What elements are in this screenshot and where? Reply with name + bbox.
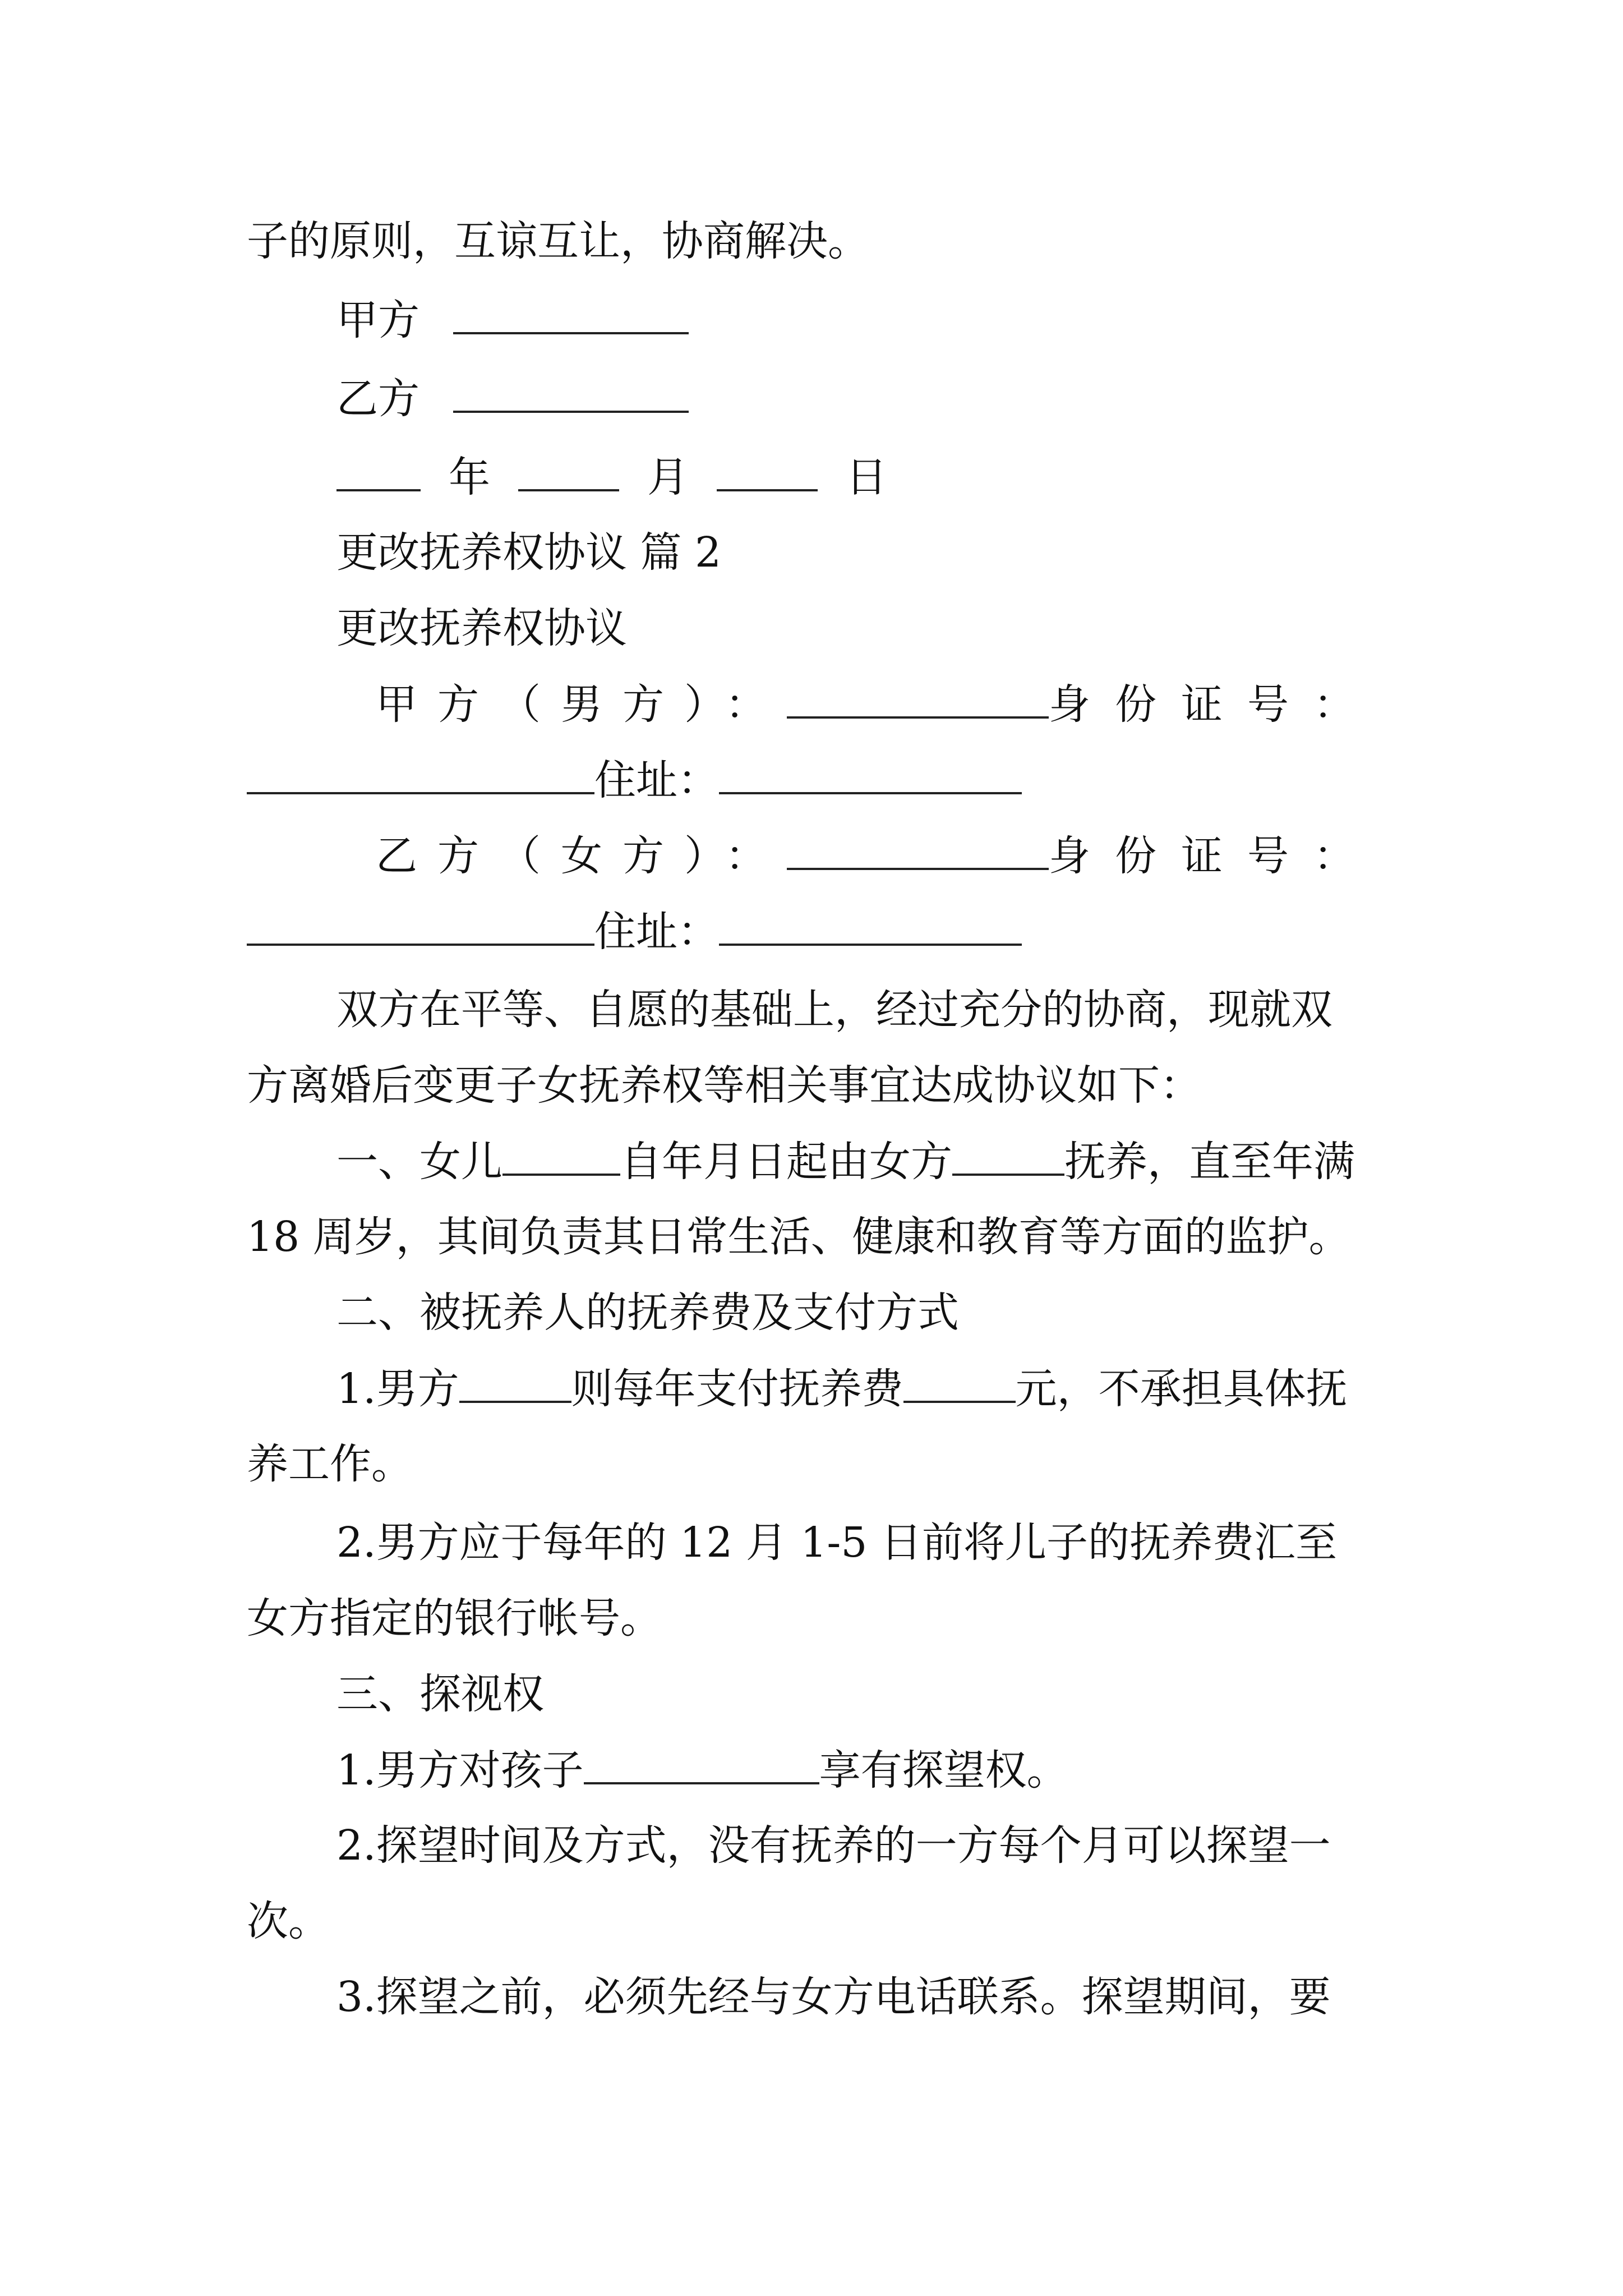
paragraph-line: 女方指定的银行帐号。: [247, 1594, 662, 1642]
party-b-address-blank: [719, 898, 1022, 946]
clause-1-line: 一、女儿 自年月日起由女方 抚养，直至年满: [336, 1128, 1380, 1195]
paragraph-line: 18 周岁，其间负责其日常生活、健康和教育等方面的监护。: [247, 1213, 1350, 1261]
party-b-name-blank: [787, 822, 1049, 870]
paragraph-line: 子的原则，互谅互让，协商解决。: [247, 217, 869, 265]
daughter-name-blank: [502, 1128, 620, 1176]
clause-2-1-line: 1.男方 则每年支付抚养费 元，不承担具体抚: [336, 1355, 1380, 1422]
signature-party-b: 乙方: [336, 365, 1380, 432]
day-blank: [717, 443, 818, 491]
date-line: 年 月 日: [336, 443, 1380, 510]
party-a-info: 甲方（男方）： 身份证号：: [376, 670, 1380, 738]
year-blank: [336, 443, 421, 491]
paragraph-line: 次。: [247, 1897, 330, 1945]
paragraph-line: 双方在平等、自愿的基础上，经过充分的协商，现就双: [336, 986, 1332, 1034]
party-a-name-blank: [787, 670, 1049, 719]
father-name-blank: [459, 1355, 571, 1403]
signature-blank: [453, 365, 689, 413]
support-amount-blank: [903, 1355, 1016, 1403]
paragraph-line: 3.探望之前，必须先经与女方电话联系。探望期间，要: [336, 1973, 1331, 2021]
paragraph-line: 养工作。: [247, 1440, 413, 1488]
party-a-address-line: 住址：: [247, 746, 1380, 813]
doc-title: 更改抚养权协议: [336, 604, 627, 652]
party-b-address-line: 住址：: [247, 898, 1380, 965]
mother-name-blank: [952, 1128, 1064, 1176]
party-a-id-blank: [247, 746, 594, 794]
signature-party-a: 甲方: [336, 286, 1380, 353]
paragraph-line: 2.探望时间及方式，没有抚养的一方每个月可以探望一: [336, 1821, 1331, 1870]
clause-heading: 二、被抚养人的抚养费及支付方式: [336, 1289, 959, 1337]
clause-3-1-line: 1.男方对孩子 享有探望权。: [336, 1736, 1380, 1803]
paragraph-line: 方离婚后变更子女抚养权等相关事宜达成协议如下：: [247, 1061, 1201, 1110]
party-b-info: 乙方（女方）： 身份证号：: [376, 822, 1380, 889]
section-heading: 更改抚养权协议 篇 2: [336, 528, 722, 577]
clause-heading: 三、探视权: [336, 1670, 544, 1718]
signature-blank: [453, 286, 689, 334]
party-a-address-blank: [719, 746, 1022, 794]
party-b-id-blank: [247, 898, 594, 946]
child-name-blank: [584, 1736, 819, 1784]
month-blank: [518, 443, 619, 491]
paragraph-line: 2.男方应于每年的 12 月 1-5 日前将儿子的抚养费汇至: [336, 1519, 1338, 1567]
